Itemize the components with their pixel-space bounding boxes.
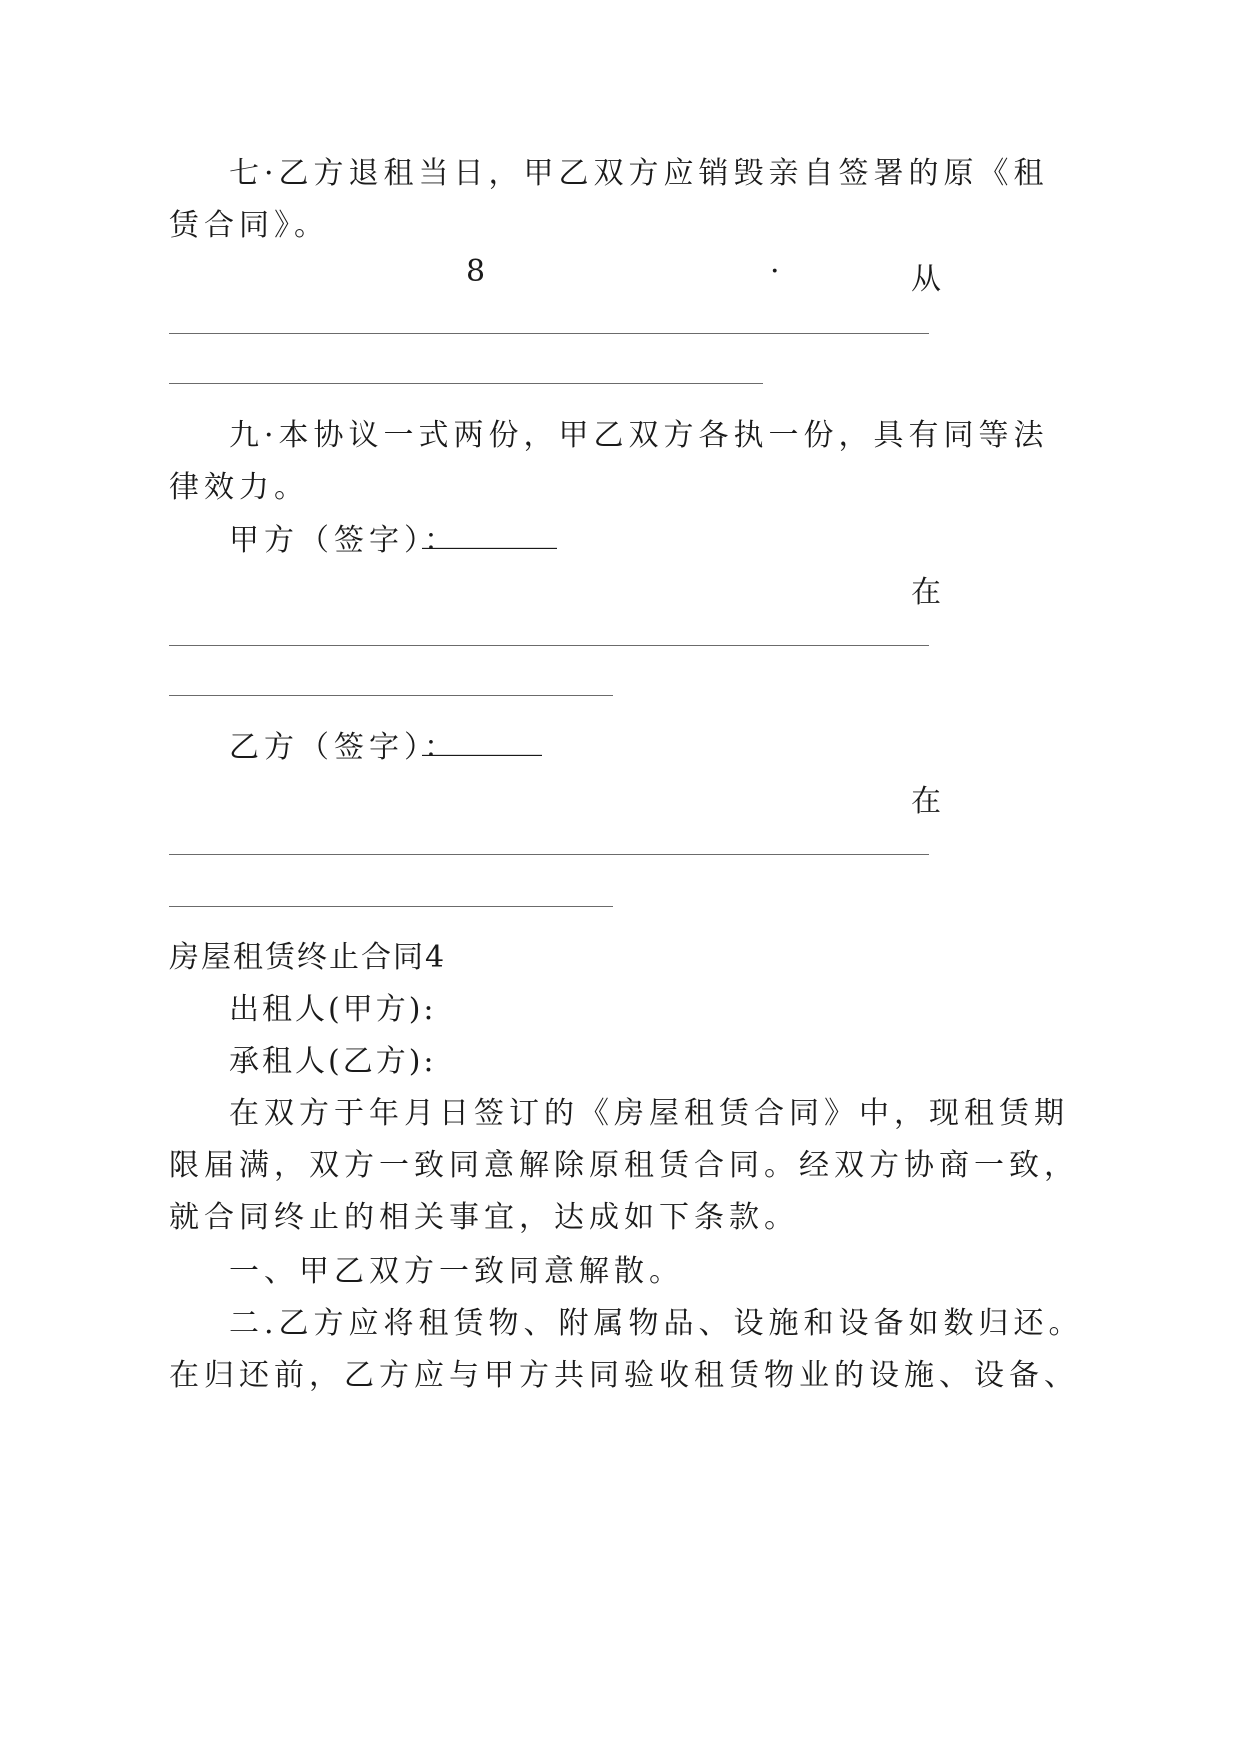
contract-item-1: 一、甲乙双方一致同意解散。 <box>229 1254 684 1289</box>
clause-8-word: 从 <box>911 262 946 297</box>
lessee-label: 承租人(乙方): <box>229 1044 437 1079</box>
contract-intro-line-3: 就合同终止的相关事宜，达成如下条款。 <box>169 1200 799 1235</box>
party-b-signature-blank: ________ <box>422 722 542 757</box>
contract-item-2-line-2: 在归还前，乙方应与甲方共同验收租赁物业的设施、设备、 <box>169 1358 1079 1393</box>
party-a-signature-blank: _________ <box>422 515 557 550</box>
clause-8-dot: · <box>770 254 785 289</box>
clause-7-line-2: 赁合同》。 <box>169 208 329 243</box>
contract-intro-line-1: 在双方于年月日签订的《房屋租赁合同》中，现租赁期 <box>229 1096 1069 1131</box>
party-b-word: 在 <box>911 784 946 819</box>
clause-8-number: 8 <box>466 254 491 289</box>
contract-title: 房屋租赁终止合同4 <box>169 940 447 975</box>
party-b-fill-line-1 <box>169 854 929 855</box>
party-a-signature-label: 甲方（签字）： <box>229 523 459 558</box>
clause-8-fill-line-2 <box>169 383 763 384</box>
clause-9-line-2: 律效力。 <box>169 470 309 505</box>
lessor-label: 出租人(甲方): <box>229 992 437 1027</box>
party-a-fill-line-2 <box>169 695 613 696</box>
party-a-word: 在 <box>911 575 946 610</box>
contract-intro-line-2: 限届满，双方一致同意解除原租赁合同。经双方协商一致， <box>169 1148 1079 1183</box>
party-b-fill-line-2 <box>169 906 613 907</box>
clause-8-fill-line-1 <box>169 333 929 334</box>
party-a-fill-line-1 <box>169 645 929 646</box>
contract-item-2-line-1: 二.乙方应将租赁物、附属物品、设施和设备如数归还。 <box>229 1306 1084 1341</box>
clause-9-line-1: 九·本协议一式两份，甲乙双方各执一份，具有同等法 <box>229 418 1049 453</box>
party-b-signature-label: 乙方（签字）： <box>229 730 459 765</box>
clause-7-line-1: 七·乙方退租当日，甲乙双方应销毁亲自签署的原《租 <box>229 156 1049 191</box>
